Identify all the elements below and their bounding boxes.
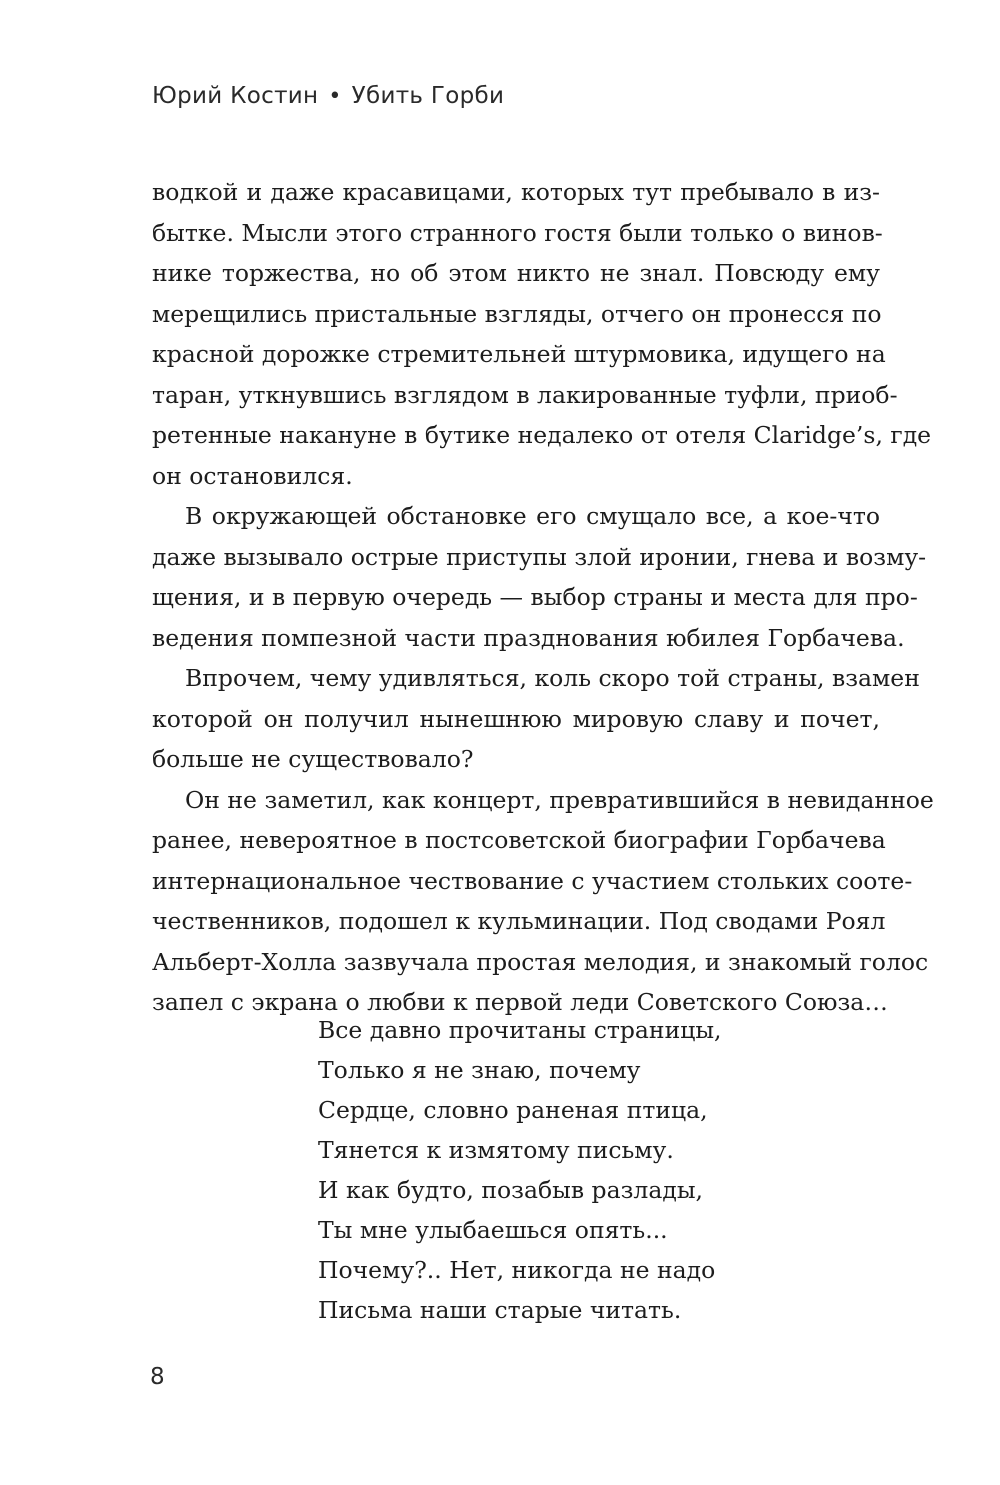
text-line: интернациональное чествование с участием стольких сооте- (152, 866, 913, 895)
poem-line: Только я не знаю, почему (318, 1056, 641, 1084)
text-line: он остановился. (152, 461, 353, 490)
poem-line: Тянется к измятому письму. (318, 1136, 674, 1164)
text-line: щения, и в первую очередь — выбор страны и места для про- (152, 583, 918, 611)
poem-line: Сердце, словно раненая птица, (318, 1096, 708, 1124)
text-line: больше не существовало? (152, 745, 474, 773)
text-line: ранее, невероятное в постсоветской биографии Горбачева (152, 826, 886, 854)
text-line: Альберт-Холла зазвучала простая мелодия, и знакомый голос (152, 947, 929, 976)
book-title: Убить Горби (351, 83, 505, 109)
poem-line: И как будто, позабыв разлады, (318, 1176, 703, 1204)
running-head (152, 83, 504, 109)
text-line: запел с экрана о любви к первой леди Советского Союза… (152, 988, 888, 1016)
text-line: даже вызывало острые приступы злой иронии, гнева и возму- (152, 542, 927, 571)
text-line: ретенные накануне в бутике недалеко от отеля Claridge’s, где (152, 421, 932, 449)
text-line: нике торжества, но об этом никто не знал. Повсюду ему (152, 259, 880, 287)
author-name: Юрий Костин (152, 83, 319, 109)
text-line: бытке. Мысли этого странного гостя были только о винов- (152, 218, 883, 247)
text-line: чественников, подошел к кульминации. Под сводами Роял (152, 907, 886, 935)
text-line: таран, уткнувшись взглядом в лакированные туфли, приоб- (152, 380, 898, 409)
poem-line: Письма наши старые читать. (318, 1296, 682, 1324)
text-line: которой он получил нынешнюю мировую славу и почет, (152, 704, 880, 733)
text-line: В окружающей обстановке его смущало все, а кое-что (185, 502, 880, 530)
text-line: водкой и даже красавицами, которых тут пребывало в из- (152, 178, 880, 206)
text-line: мерещились пристальные взгляды, отчего он пронесся по (152, 299, 882, 328)
poem-line: Почему?.. Нет, никогда не надо (318, 1256, 716, 1284)
text-line: Впрочем, чему удивляться, коль скоро той страны, взамен (185, 664, 920, 692)
text-line: красной дорожке стремительней штурмовика, идущего на (152, 340, 886, 368)
poem-line: Ты мне улыбаешься опять... (318, 1216, 668, 1244)
poem-line: Все давно прочитаны страницы, (318, 1016, 722, 1044)
text-line: Он не заметил, как концерт, превратившийся в невиданное (185, 785, 934, 814)
text-line: ведения помпезной части празднования юбилея Горбачева. (152, 623, 905, 652)
poem-block (318, 1010, 722, 1330)
body-text (152, 172, 934, 1023)
page-number: 8 (150, 1364, 165, 1390)
header-separator: • (328, 84, 342, 109)
